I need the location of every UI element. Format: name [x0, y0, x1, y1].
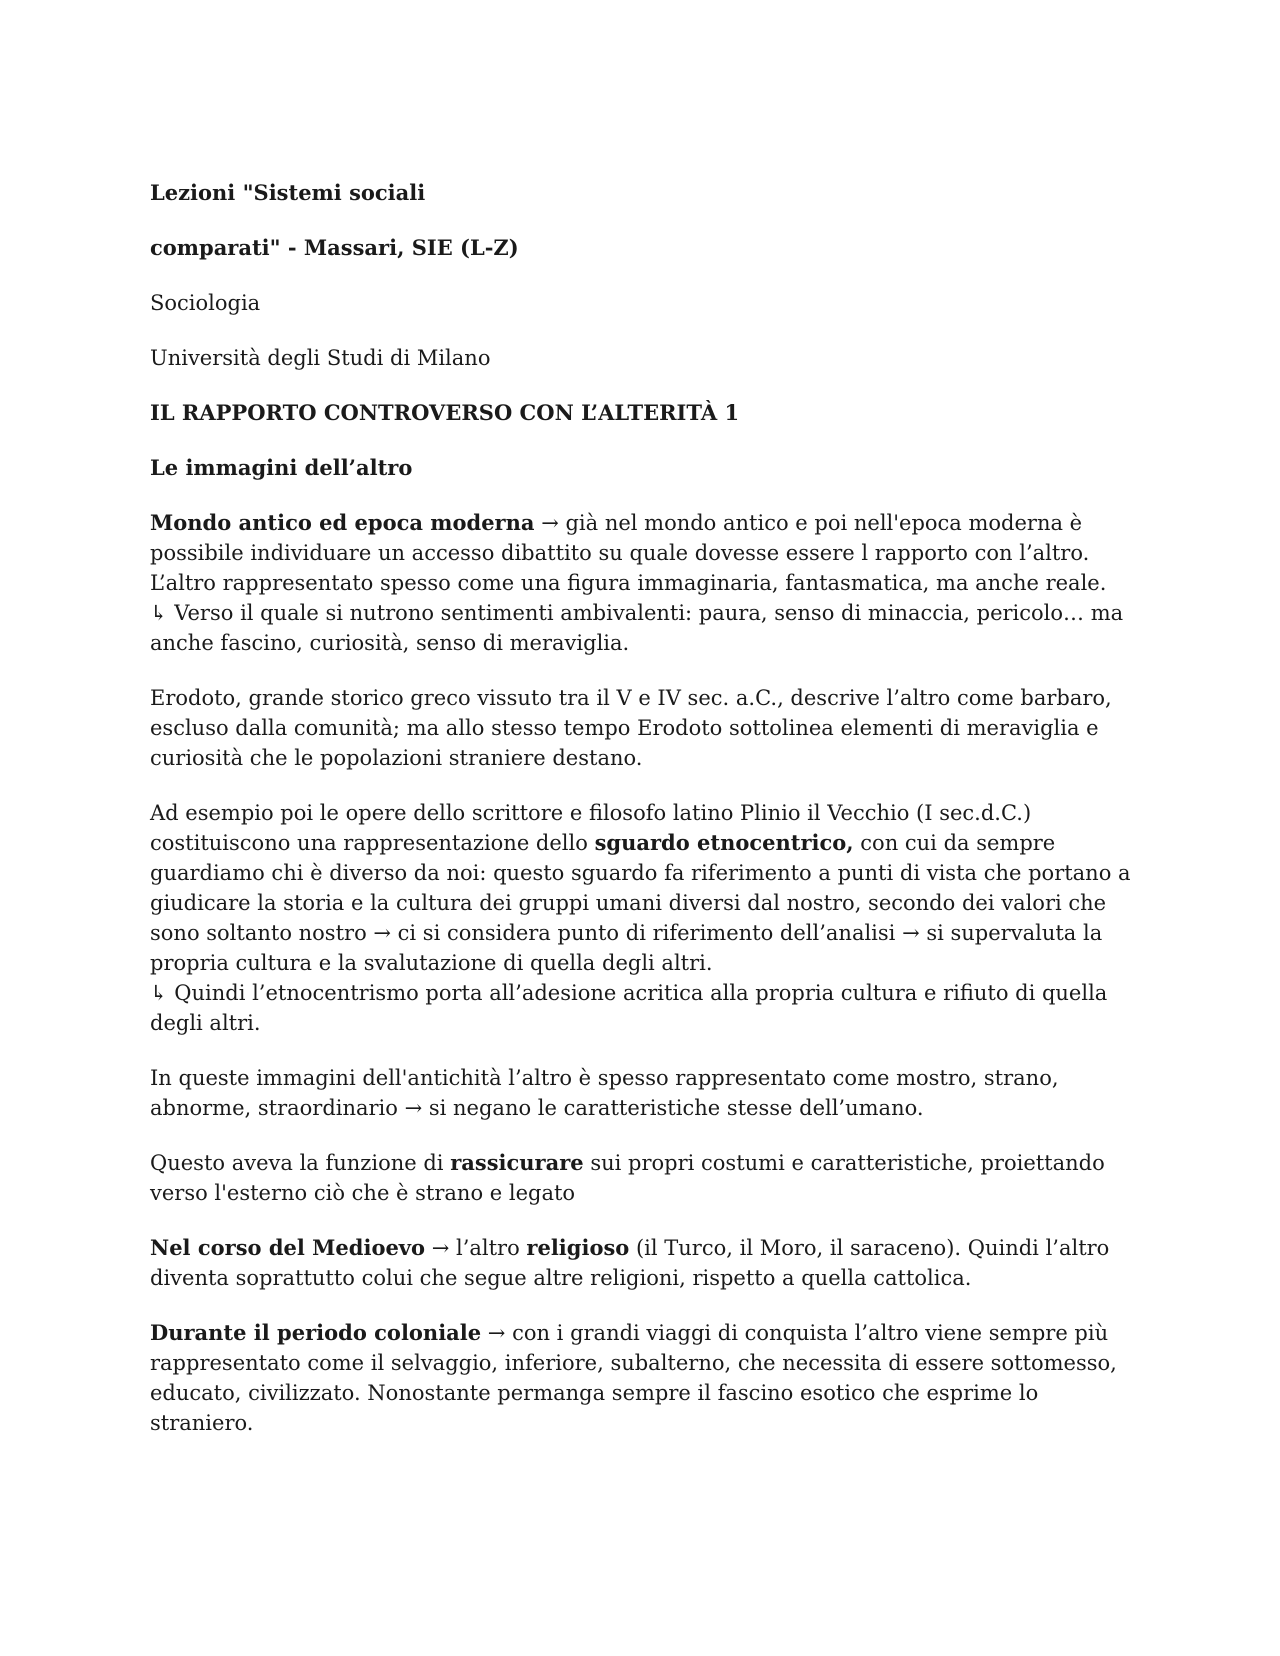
paragraph-line: propria cultura e la svalutazione di quella degli altri. [150, 951, 713, 975]
line-text: Questo aveva la funzione di [150, 1151, 451, 1175]
paragraph-line: In queste immagini dell'antichità l’altro è spesso rappresentato come mostro, strano, [150, 1066, 1059, 1090]
document-university: Università degli Studi di Milano [150, 346, 491, 370]
paragraph-medioevo [150, 1233, 1140, 1293]
bold-term: rassicurare [450, 1150, 584, 1175]
paragraph-line: anche fascino, curiosità, senso di meraviglia. [150, 631, 630, 655]
paragraph-line: ↳ Verso il quale si nutrono sentimenti ambivalenti: paura, senso di minaccia, pericolo… ma [150, 601, 1124, 625]
document-title-line-2: comparati" - Massari, SIE (L-Z) [150, 235, 519, 260]
paragraph-plinio [150, 798, 1140, 1038]
paragraph-line [150, 828, 1140, 858]
paragraph-periodo-coloniale [150, 1318, 1140, 1438]
bold-lead: Durante il periodo coloniale [150, 1320, 482, 1345]
paragraph-line: giudicare la storia e la cultura dei gruppi umani diversi dal nostro, secondo dei valori che [150, 891, 1107, 915]
paragraph-line: possibile individuare un accesso dibattito su quale dovesse essere l rapporto con l’altro. [150, 541, 1090, 565]
line-text: → con i grandi viaggi di conquista l’altro viene sempre più [481, 1321, 1109, 1345]
paragraph-mondo-antico [150, 508, 1140, 658]
line-text: con cui da sempre [853, 831, 1056, 855]
paragraph-antichita [150, 1063, 1140, 1123]
paragraph-line: abnorme, straordinario → si negano le caratteristiche stesse dell’umano. [150, 1096, 924, 1120]
line-text: → l’altro [425, 1236, 527, 1260]
paragraph-line: rappresentato come il selvaggio, inferiore, subalterno, che necessita di essere sottomesso, [150, 1351, 1117, 1375]
paragraph-line: guardiamo chi è diverso da noi: questo sguardo fa riferimento a punti di vista che portano a [150, 861, 1131, 885]
paragraph-line [150, 1233, 1140, 1263]
paragraph-line: Ad esempio poi le opere dello scrittore e filosofo latino Plinio il Vecchio (I sec.d.C.) [150, 801, 1032, 825]
paragraph-line: Erodoto, grande storico greco vissuto tra il V e IV sec. a.C., descrive l’altro come barbaro, [150, 686, 1112, 710]
paragraph-line [150, 1148, 1140, 1178]
paragraph-line: straniero. [150, 1411, 254, 1435]
paragraph-rassicurare [150, 1148, 1140, 1208]
line-text: → già nel mondo antico e poi nell'epoca moderna è [534, 511, 1083, 535]
paragraph-line: diventa soprattutto colui che segue altre religioni, rispetto a quella cattolica. [150, 1266, 972, 1290]
paragraph-line: sono soltanto nostro → ci si considera punto di riferimento dell’analisi → si supervaluta la [150, 921, 1103, 945]
paragraph-line: ↳ Quindi l’etnocentrismo porta all’adesione acritica alla propria cultura e rifiuto di quella [150, 981, 1108, 1005]
document-subject: Sociologia [150, 291, 261, 315]
bold-lead: Nel corso del Medioevo [150, 1235, 426, 1260]
document-title-line-1: Lezioni "Sistemi sociali [150, 180, 426, 205]
paragraph-line: L’altro rappresentato spesso come una figura immaginaria, fantasmatica, ma anche reale. [150, 571, 1107, 595]
bold-term: sguardo etnocentrico, [594, 830, 854, 855]
bold-term: religioso [526, 1235, 630, 1260]
paragraph-erodoto [150, 683, 1140, 773]
section-heading: IL RAPPORTO CONTROVERSO CON L’ALTERITÀ 1 [150, 400, 740, 425]
subsection-heading: Le immagini dell’altro [150, 455, 413, 480]
paragraph-line: escluso dalla comunità; ma allo stesso tempo Erodoto sottolinea elementi di meraviglia e [150, 716, 1099, 740]
paragraph-line: verso l'esterno ciò che è strano e legato [150, 1181, 576, 1205]
paragraph-line: degli altri. [150, 1011, 261, 1035]
line-text: (il Turco, il Moro, il saraceno). Quindi l’altro [629, 1236, 1110, 1260]
paragraph-line: curiosità che le popolazioni straniere destano. [150, 746, 643, 770]
line-text: costituiscono una rappresentazione dello [150, 831, 595, 855]
paragraph-line: educato, civilizzato. Nonostante permanga sempre il fascino esotico che esprime lo [150, 1381, 1039, 1405]
paragraph-line [150, 1318, 1140, 1348]
paragraph-line [150, 508, 1140, 538]
bold-lead: Mondo antico ed epoca moderna [150, 510, 535, 535]
line-text: sui propri costumi e caratteristiche, proiettando [583, 1151, 1105, 1175]
